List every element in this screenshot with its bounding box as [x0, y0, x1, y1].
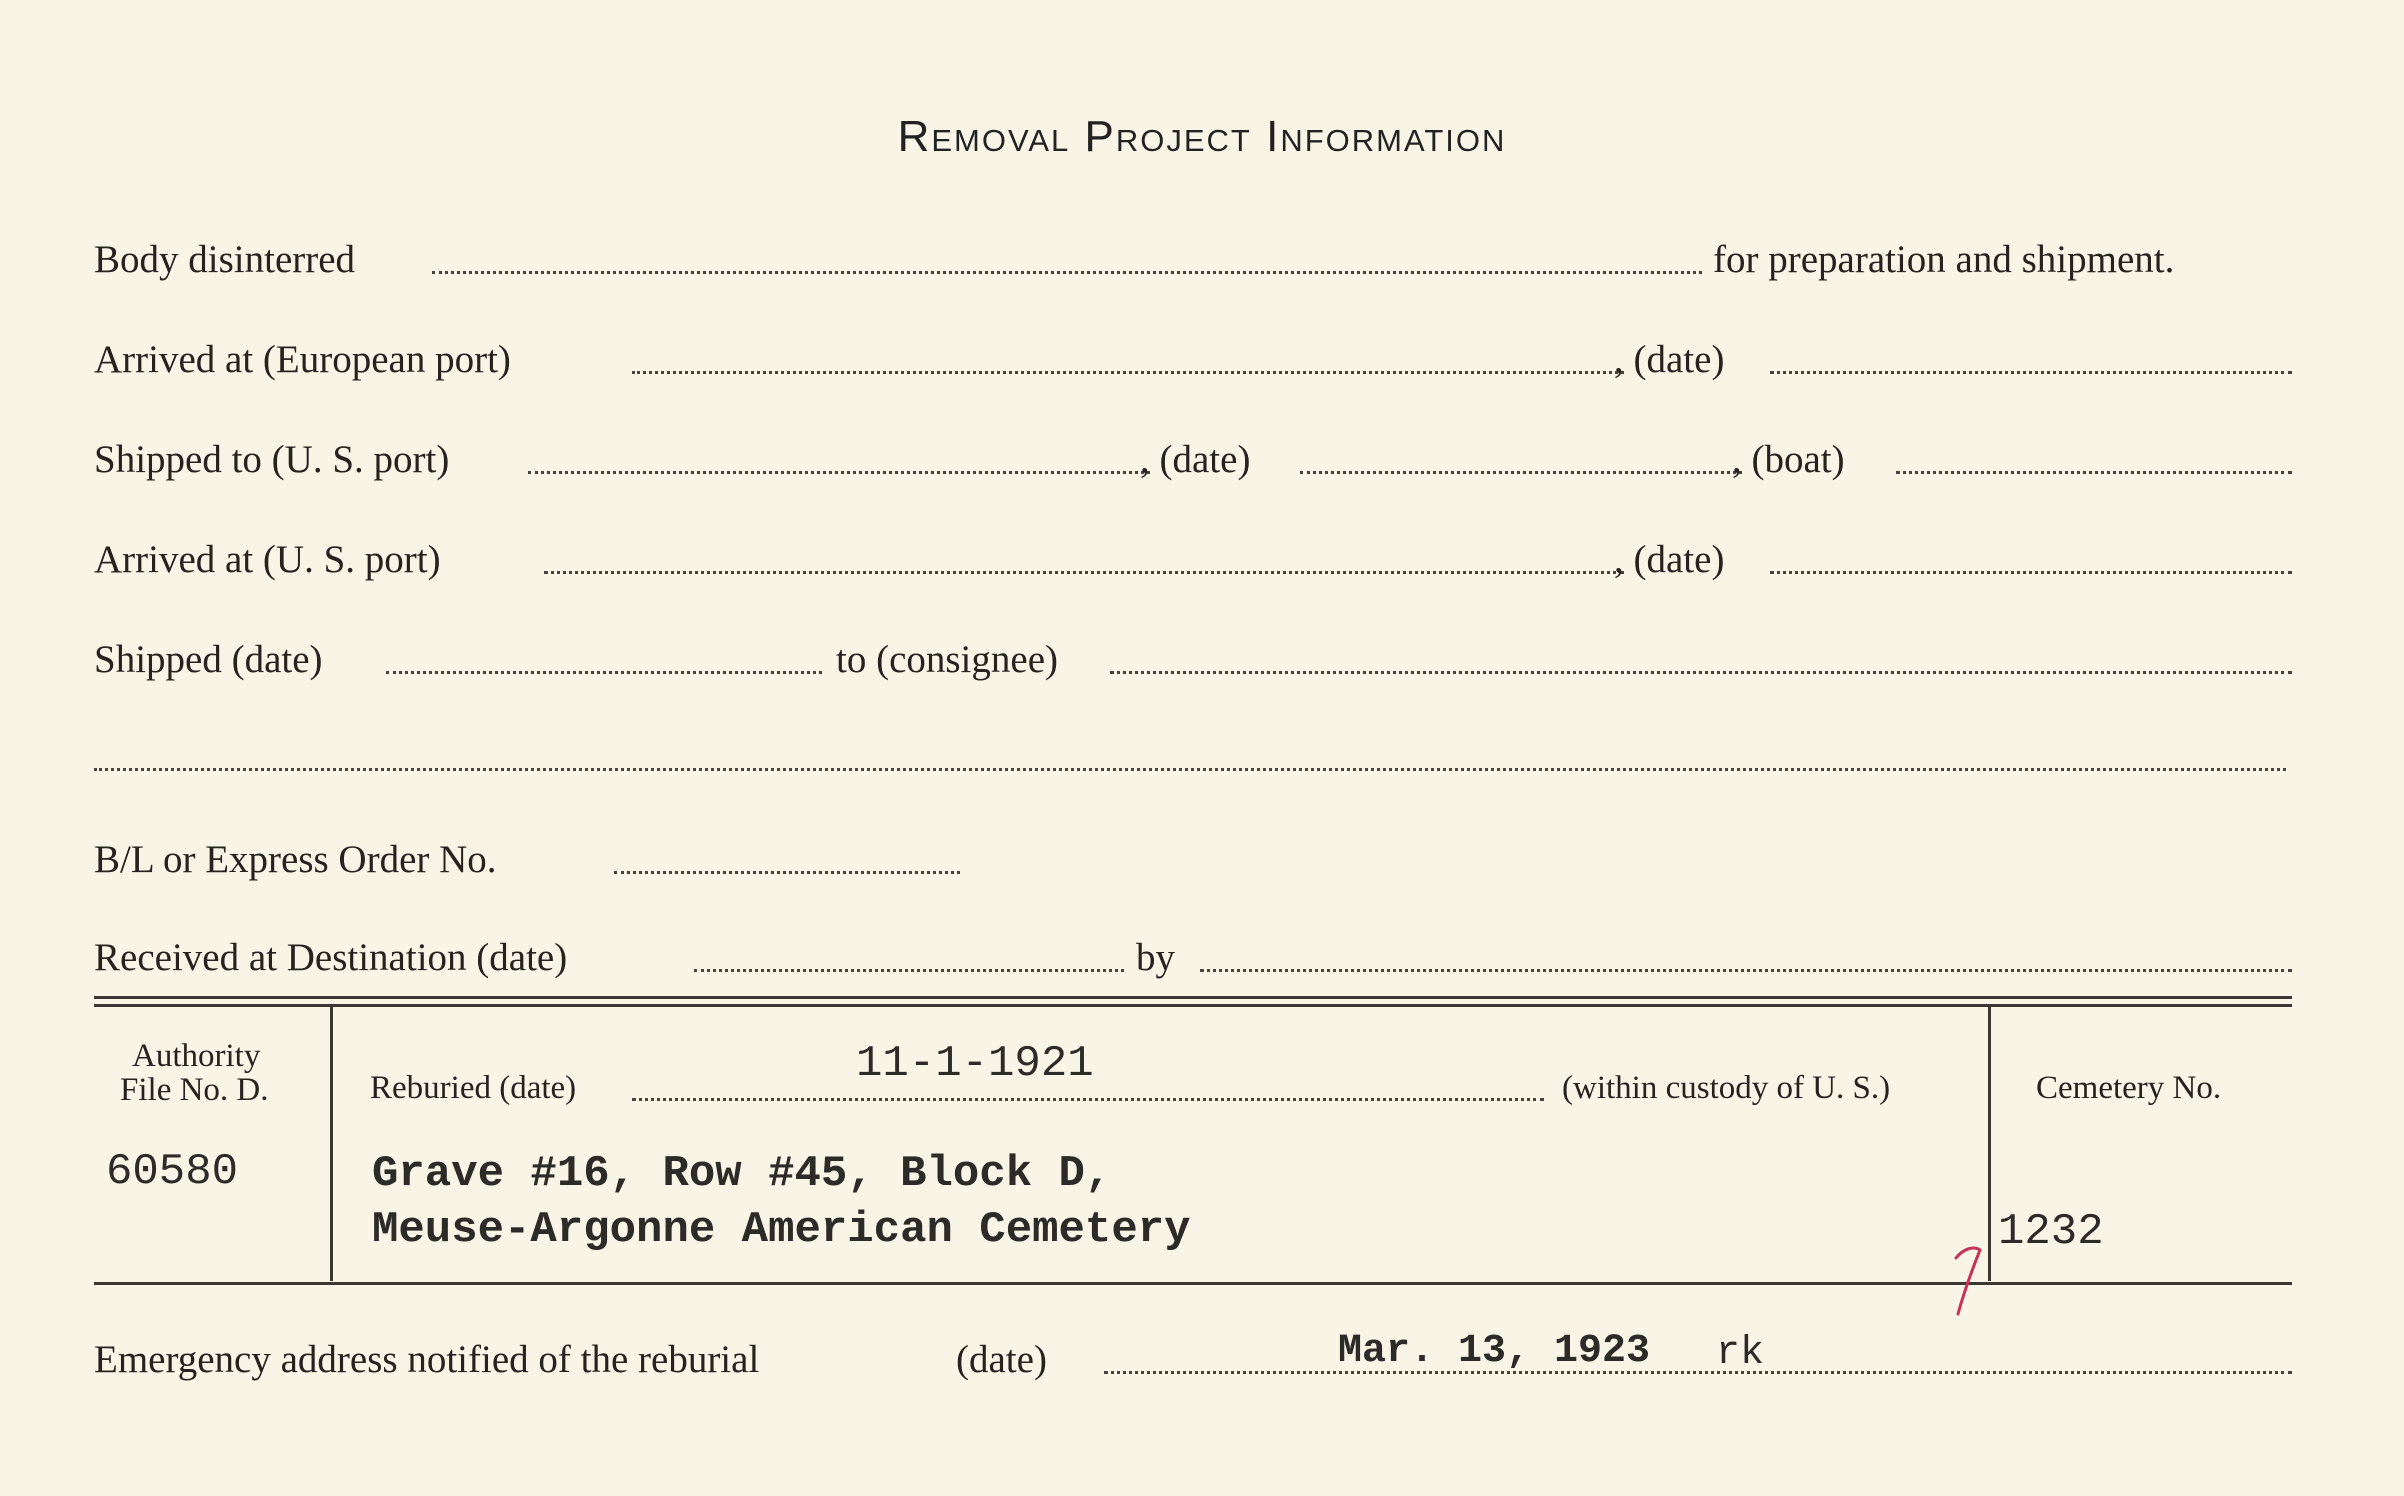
boat-label: , (boat) — [1732, 438, 1845, 481]
bl-express-order-line — [614, 871, 960, 874]
arrived-us-date-label: , (date) — [1614, 538, 1725, 581]
emergency-address-label: Emergency address notified of the reburial — [94, 1338, 760, 1381]
arrived-us-date-line — [1770, 571, 2292, 574]
boat-line — [1896, 471, 2292, 474]
cemetery-no-value: 1232 — [1998, 1207, 2104, 1257]
authority-label: Authority — [132, 1038, 261, 1074]
custody-label: (within custody of U. S.) — [1562, 1070, 1891, 1106]
file-no-label: File No. D. — [120, 1072, 269, 1108]
box-top-rule-second — [94, 1004, 2292, 1007]
received-destination-label: Received at Destination (date) — [94, 936, 568, 979]
reburied-date-line — [632, 1098, 1544, 1101]
body-disinterred-label: Body disinterred — [94, 238, 356, 281]
european-date-label: , (date) — [1614, 338, 1725, 381]
shipped-date-row-line — [386, 671, 822, 674]
emergency-initials: rk — [1716, 1331, 1765, 1376]
cemetery-no-label: Cemetery No. — [2036, 1070, 2222, 1106]
red-check-mark — [1950, 1240, 1990, 1320]
consignee-line — [1110, 671, 2292, 674]
grave-location-line2: Meuse-Argonne American Cemetery — [372, 1205, 1191, 1255]
arrived-european-port-label: Arrived at (European port) — [94, 338, 511, 381]
us-port-line — [528, 471, 1150, 474]
received-by-label: by — [1136, 936, 1175, 979]
shipped-to-us-port-label: Shipped to (U. S. port) — [94, 438, 450, 481]
shipped-date-label: , (date) — [1140, 438, 1251, 481]
emergency-date-line — [1104, 1371, 2292, 1374]
authority-divider — [330, 1006, 333, 1281]
bl-express-order-label: B/L or Express Order No. — [94, 838, 497, 881]
european-date-line — [1770, 371, 2292, 374]
emergency-date-label: (date) — [956, 1338, 1047, 1381]
reburied-label: Reburied (date) — [370, 1070, 577, 1106]
arrived-us-port-label: Arrived at (U. S. port) — [94, 538, 441, 581]
card-title: Removal Project Information — [897, 112, 1507, 161]
reburied-date-value: 11-1-1921 — [856, 1039, 1094, 1089]
consignee-label: to (consignee) — [836, 638, 1059, 681]
received-by-line — [1200, 969, 2292, 972]
received-date-line — [694, 969, 1124, 972]
shipped-date-line — [1300, 471, 1742, 474]
consignee-continuation-line — [94, 768, 2286, 771]
file-no-value: 60580 — [106, 1147, 239, 1197]
body-disinterred-line — [432, 271, 1702, 274]
european-port-line — [632, 371, 1624, 374]
arrived-us-port-line — [544, 571, 1624, 574]
box-top-rule — [94, 996, 2292, 999]
grave-location-line1: Grave #16, Row #45, Block D, — [372, 1149, 1112, 1199]
preparation-shipment-label: for preparation and shipment. — [1713, 238, 2175, 281]
emergency-date-value: Mar. 13, 1923 — [1338, 1329, 1651, 1374]
shipped-date-row-label: Shipped (date) — [94, 638, 323, 681]
